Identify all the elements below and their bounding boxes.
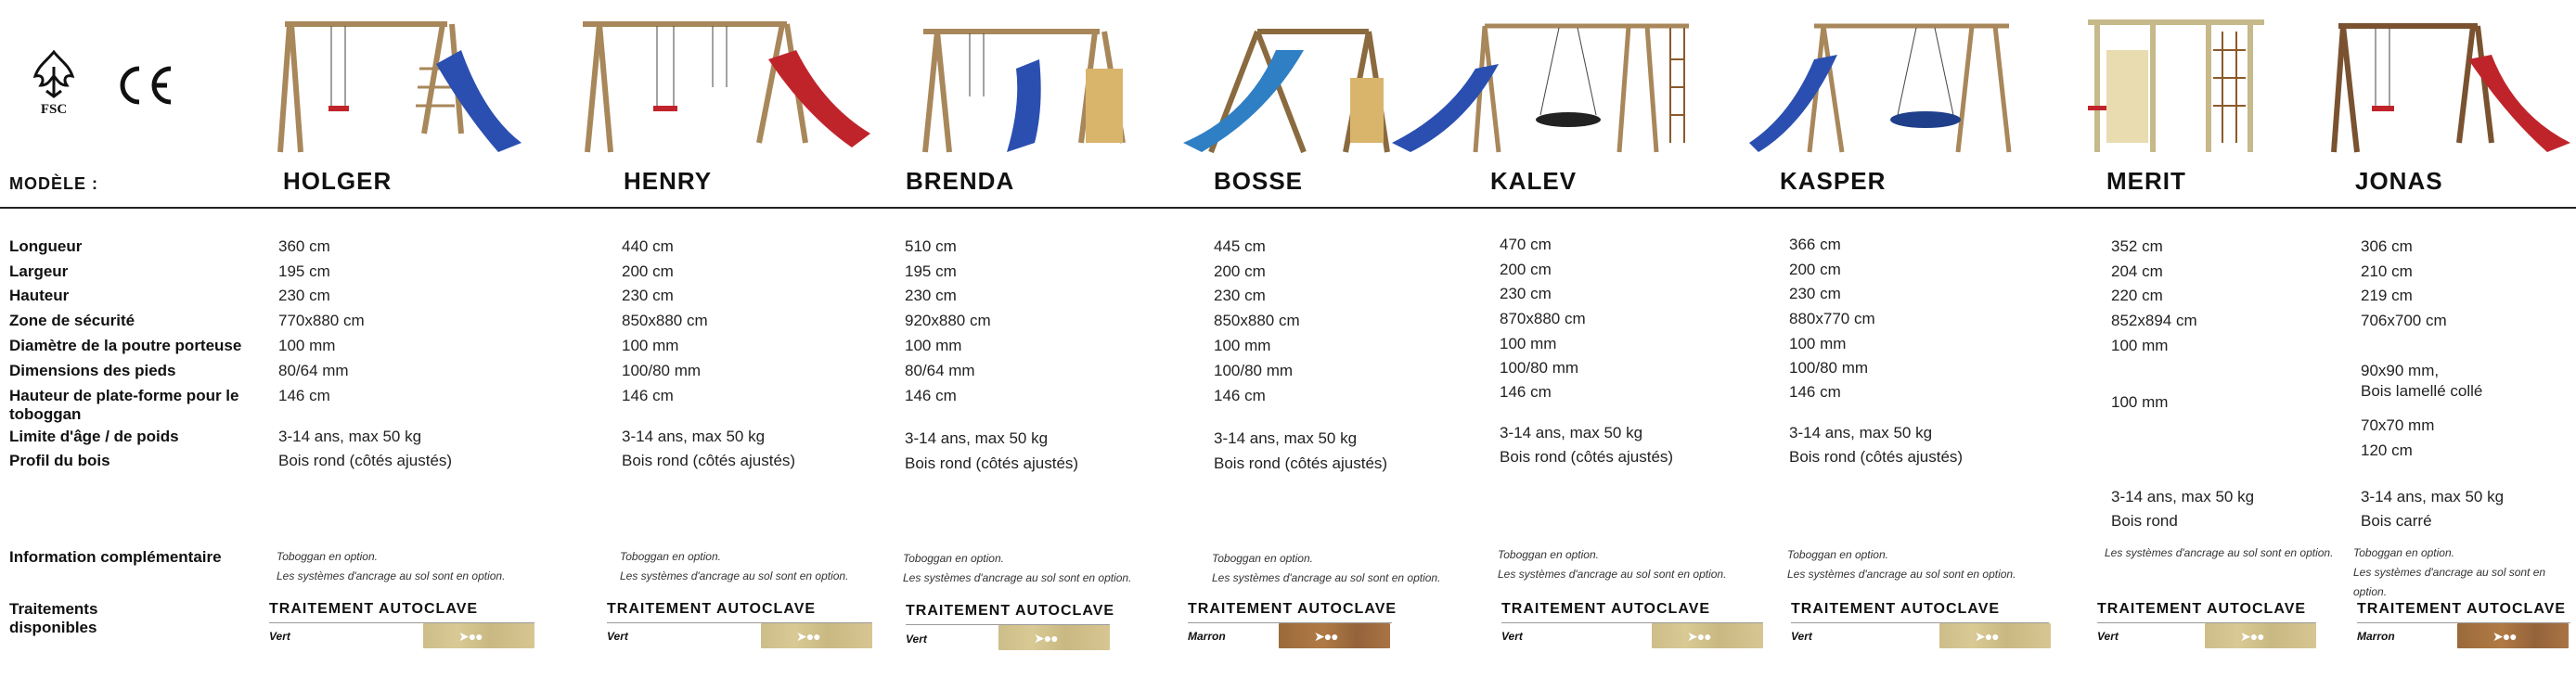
label-zone-securite: Zone de sécurité <box>9 312 135 329</box>
kasper-wood-swatch <box>1939 623 2051 648</box>
note-ancrage: Les systèmes d'ancrage au sol sont en option. <box>1498 568 1727 581</box>
kalev-pieds: 100/80 mm <box>1500 359 1579 377</box>
merit-color-name: Vert <box>2097 630 2119 643</box>
holger-note <box>277 547 505 586</box>
bosse-color-name: Marron <box>1188 630 1226 643</box>
note-toboggan: Toboggan en option. <box>620 550 721 563</box>
kalev-plateforme: 146 cm <box>1500 383 1552 401</box>
model-name-henry: HENRY <box>624 167 713 195</box>
kasper-hauteur: 230 cm <box>1789 285 1841 302</box>
note-ancrage: Les systèmes d'ancrage au sol sont en option. <box>1787 568 2016 581</box>
kasper-color-name: Vert <box>1791 630 1812 643</box>
holger-pieds: 80/64 mm <box>278 362 349 379</box>
product-image-kalev <box>1392 13 1694 161</box>
drops-icon: ➤●● <box>2492 629 2517 644</box>
jonas-zone: 706x700 cm <box>2361 312 2447 329</box>
merit-longueur: 352 cm <box>2111 237 2163 255</box>
svg-text:FSC: FSC <box>40 102 68 117</box>
model-name-brenda: BRENDA <box>906 167 1015 195</box>
bosse-plateforme: 146 cm <box>1214 387 1266 404</box>
henry-limite: 3-14 ans, max 50 kg <box>622 428 766 445</box>
note-ancrage: Les systèmes d'ancrage au sol sont en option. <box>277 569 506 582</box>
holger-plateforme: 146 cm <box>278 387 330 404</box>
model-name-merit: MERIT <box>2106 167 2186 195</box>
drops-icon: ➤●● <box>458 629 483 644</box>
note-toboggan: Toboggan en option. <box>1787 548 1888 561</box>
jonas-profil: Bois carré <box>2361 512 2432 530</box>
kasper-pieds: 100/80 mm <box>1789 359 1869 377</box>
holger-wood-swatch <box>423 623 535 648</box>
merit-diametre: 100 mm <box>2111 337 2169 354</box>
label-information: Information complémentaire <box>9 548 222 566</box>
kasper-diametre: 100 mm <box>1789 335 1847 352</box>
bosse-profil: Bois rond (côtés ajustés) <box>1214 454 1388 472</box>
product-image-holger <box>262 13 526 161</box>
kasper-plateforme: 146 cm <box>1789 383 1841 401</box>
merit-hauteur: 220 cm <box>2111 287 2163 304</box>
label-longueur: Longueur <box>9 237 83 255</box>
brenda-profil: Bois rond (côtés ajustés) <box>905 454 1079 472</box>
drops-icon: ➤●● <box>1687 629 1711 644</box>
note-ancrage: Les systèmes d'ancrage au sol sont en option. <box>903 571 1132 584</box>
product-image-henry <box>573 13 870 161</box>
holger-limite: 3-14 ans, max 50 kg <box>278 428 422 445</box>
product-image-kasper <box>1749 13 2028 161</box>
merit-note: Les systèmes d'ancrage au sol sont en option. <box>2105 546 2334 559</box>
jonas-color-name: Marron <box>2357 630 2395 643</box>
brenda-diametre: 100 mm <box>905 337 962 354</box>
product-image-jonas <box>2320 13 2575 161</box>
kalev-longueur: 470 cm <box>1500 236 1552 253</box>
model-name-kalev: KALEV <box>1490 167 1578 195</box>
brenda-wood-swatch <box>998 625 1110 650</box>
kalev-largeur: 200 cm <box>1500 261 1552 278</box>
brenda-longueur: 510 cm <box>905 237 957 255</box>
note-ancrage: Les systèmes d'ancrage au sol sont en option. <box>1212 571 1441 584</box>
merit-largeur: 204 cm <box>2111 262 2163 280</box>
brenda-hauteur: 230 cm <box>905 287 957 304</box>
bosse-zone: 850x880 cm <box>1214 312 1300 329</box>
jonas-longueur: 306 cm <box>2361 237 2413 255</box>
ce-mark <box>109 59 176 111</box>
brenda-pieds: 80/64 mm <box>905 362 975 379</box>
jonas-largeur: 210 cm <box>2361 262 2413 280</box>
product-image-merit <box>2069 13 2269 161</box>
kasper-profil: Bois rond (côtés ajustés) <box>1789 448 1964 466</box>
drops-icon: ➤●● <box>1034 631 1058 646</box>
kalev-note <box>1498 545 1726 584</box>
model-name-holger: HOLGER <box>283 167 393 195</box>
bosse-pieds: 100/80 mm <box>1214 362 1294 379</box>
henry-profil: Bois rond (côtés ajustés) <box>622 452 796 469</box>
label-diametre: Diamètre de la poutre porteuse <box>9 337 242 354</box>
label-profil: Profil du bois <box>9 452 110 469</box>
model-name-jonas: JONAS <box>2355 167 2443 195</box>
merit-profil: Bois rond <box>2111 512 2178 530</box>
jonas-note <box>2353 544 2576 602</box>
kalev-diametre: 100 mm <box>1500 335 1557 352</box>
drops-icon: ➤●● <box>1314 629 1338 644</box>
henry-zone: 850x880 cm <box>622 312 708 329</box>
jonas-pieds-b: Bois lamellé collé <box>2361 382 2483 400</box>
holger-zone: 770x880 cm <box>278 312 365 329</box>
holger-color-name: Vert <box>269 630 290 643</box>
header-divider <box>0 207 2576 209</box>
henry-wood-swatch <box>761 623 872 648</box>
kasper-longueur: 366 cm <box>1789 236 1841 253</box>
holger-traitement-title: TRAITEMENT AUTOCLAVE <box>269 601 479 617</box>
jonas-wood-swatch <box>2457 623 2569 648</box>
brenda-largeur: 195 cm <box>905 262 957 280</box>
brenda-traitement-title: TRAITEMENT AUTOCLAVE <box>906 603 1115 619</box>
brenda-limite: 3-14 ans, max 50 kg <box>905 429 1049 447</box>
drops-icon: ➤●● <box>1975 629 1999 644</box>
kalev-profil: Bois rond (côtés ajustés) <box>1500 448 1674 466</box>
merit-traitement-title: TRAITEMENT AUTOCLAVE <box>2097 601 2307 617</box>
merit-wood-swatch <box>2205 623 2316 648</box>
bosse-diametre: 100 mm <box>1214 337 1271 354</box>
henry-color-name: Vert <box>607 630 628 643</box>
note-toboggan: Toboggan en option. <box>2353 546 2454 559</box>
henry-largeur: 200 cm <box>622 262 674 280</box>
fsc-logo <box>26 48 82 117</box>
jonas-plateforme-b: 120 cm <box>2361 441 2413 459</box>
henry-hauteur: 230 cm <box>622 287 674 304</box>
brenda-note <box>903 549 1131 588</box>
merit-pieds: 100 mm <box>2111 393 2169 411</box>
product-image-brenda <box>914 13 1141 161</box>
jonas-pieds-a: 90x90 mm, <box>2361 362 2440 379</box>
holger-longueur: 360 cm <box>278 237 330 255</box>
kalev-traitement-title: TRAITEMENT AUTOCLAVE <box>1501 601 1711 617</box>
bosse-largeur: 200 cm <box>1214 262 1266 280</box>
bosse-limite: 3-14 ans, max 50 kg <box>1214 429 1358 447</box>
bosse-note <box>1212 549 1440 588</box>
bosse-traitement-title: TRAITEMENT AUTOCLAVE <box>1188 601 1397 617</box>
label-traitements: Traitements disponibles <box>9 600 98 636</box>
label-plateforme: Hauteur de plate-forme pour le toboggan <box>9 387 239 423</box>
henry-plateforme: 146 cm <box>622 387 674 404</box>
drops-icon: ➤●● <box>2240 629 2264 644</box>
kasper-largeur: 200 cm <box>1789 261 1841 278</box>
kalev-zone: 870x880 cm <box>1500 310 1586 327</box>
note-toboggan: Toboggan en option. <box>1212 552 1313 565</box>
kasper-zone: 880x770 cm <box>1789 310 1875 327</box>
brenda-zone: 920x880 cm <box>905 312 991 329</box>
kalev-color-name: Vert <box>1501 630 1523 643</box>
merit-limite: 3-14 ans, max 50 kg <box>2111 488 2255 505</box>
note-ancrage: Les systèmes d'ancrage au sol sont en option. <box>2353 566 2546 598</box>
drops-icon: ➤●● <box>796 629 820 644</box>
bosse-hauteur: 230 cm <box>1214 287 1266 304</box>
label-pieds: Dimensions des pieds <box>9 362 176 379</box>
brenda-color-name: Vert <box>906 633 927 646</box>
holger-hauteur: 230 cm <box>278 287 330 304</box>
jonas-traitement-title: TRAITEMENT AUTOCLAVE <box>2357 601 2567 617</box>
model-name-bosse: BOSSE <box>1214 167 1304 195</box>
bosse-longueur: 445 cm <box>1214 237 1266 255</box>
kasper-limite: 3-14 ans, max 50 kg <box>1789 424 1933 441</box>
note-toboggan: Toboggan en option. <box>277 550 378 563</box>
note-toboggan: Toboggan en option. <box>1498 548 1599 561</box>
kasper-note <box>1787 545 2016 584</box>
product-image-bosse <box>1183 13 1392 161</box>
kalev-limite: 3-14 ans, max 50 kg <box>1500 424 1643 441</box>
note-toboggan: Toboggan en option. <box>903 552 1004 565</box>
holger-profil: Bois rond (côtés ajustés) <box>278 452 453 469</box>
model-name-kasper: KASPER <box>1780 167 1887 195</box>
kasper-traitement-title: TRAITEMENT AUTOCLAVE <box>1791 601 2001 617</box>
label-limite: Limite d'âge / de poids <box>9 428 179 445</box>
label-modele: MODÈLE : <box>9 174 98 193</box>
henry-note <box>620 547 848 586</box>
henry-traitement-title: TRAITEMENT AUTOCLAVE <box>607 601 817 617</box>
bosse-wood-swatch <box>1279 623 1390 648</box>
kalev-hauteur: 230 cm <box>1500 285 1552 302</box>
label-largeur: Largeur <box>9 262 69 280</box>
jonas-hauteur: 219 cm <box>2361 287 2413 304</box>
brenda-plateforme: 146 cm <box>905 387 957 404</box>
note-ancrage: Les systèmes d'ancrage au sol sont en option. <box>620 569 849 582</box>
merit-zone: 852x894 cm <box>2111 312 2197 329</box>
jonas-plateforme-a: 70x70 mm <box>2361 416 2435 434</box>
holger-diametre: 100 mm <box>278 337 336 354</box>
henry-diametre: 100 mm <box>622 337 679 354</box>
henry-pieds: 100/80 mm <box>622 362 702 379</box>
label-hauteur: Hauteur <box>9 287 70 304</box>
kalev-wood-swatch <box>1652 623 1763 648</box>
henry-longueur: 440 cm <box>622 237 674 255</box>
holger-largeur: 195 cm <box>278 262 330 280</box>
jonas-limite: 3-14 ans, max 50 kg <box>2361 488 2505 505</box>
